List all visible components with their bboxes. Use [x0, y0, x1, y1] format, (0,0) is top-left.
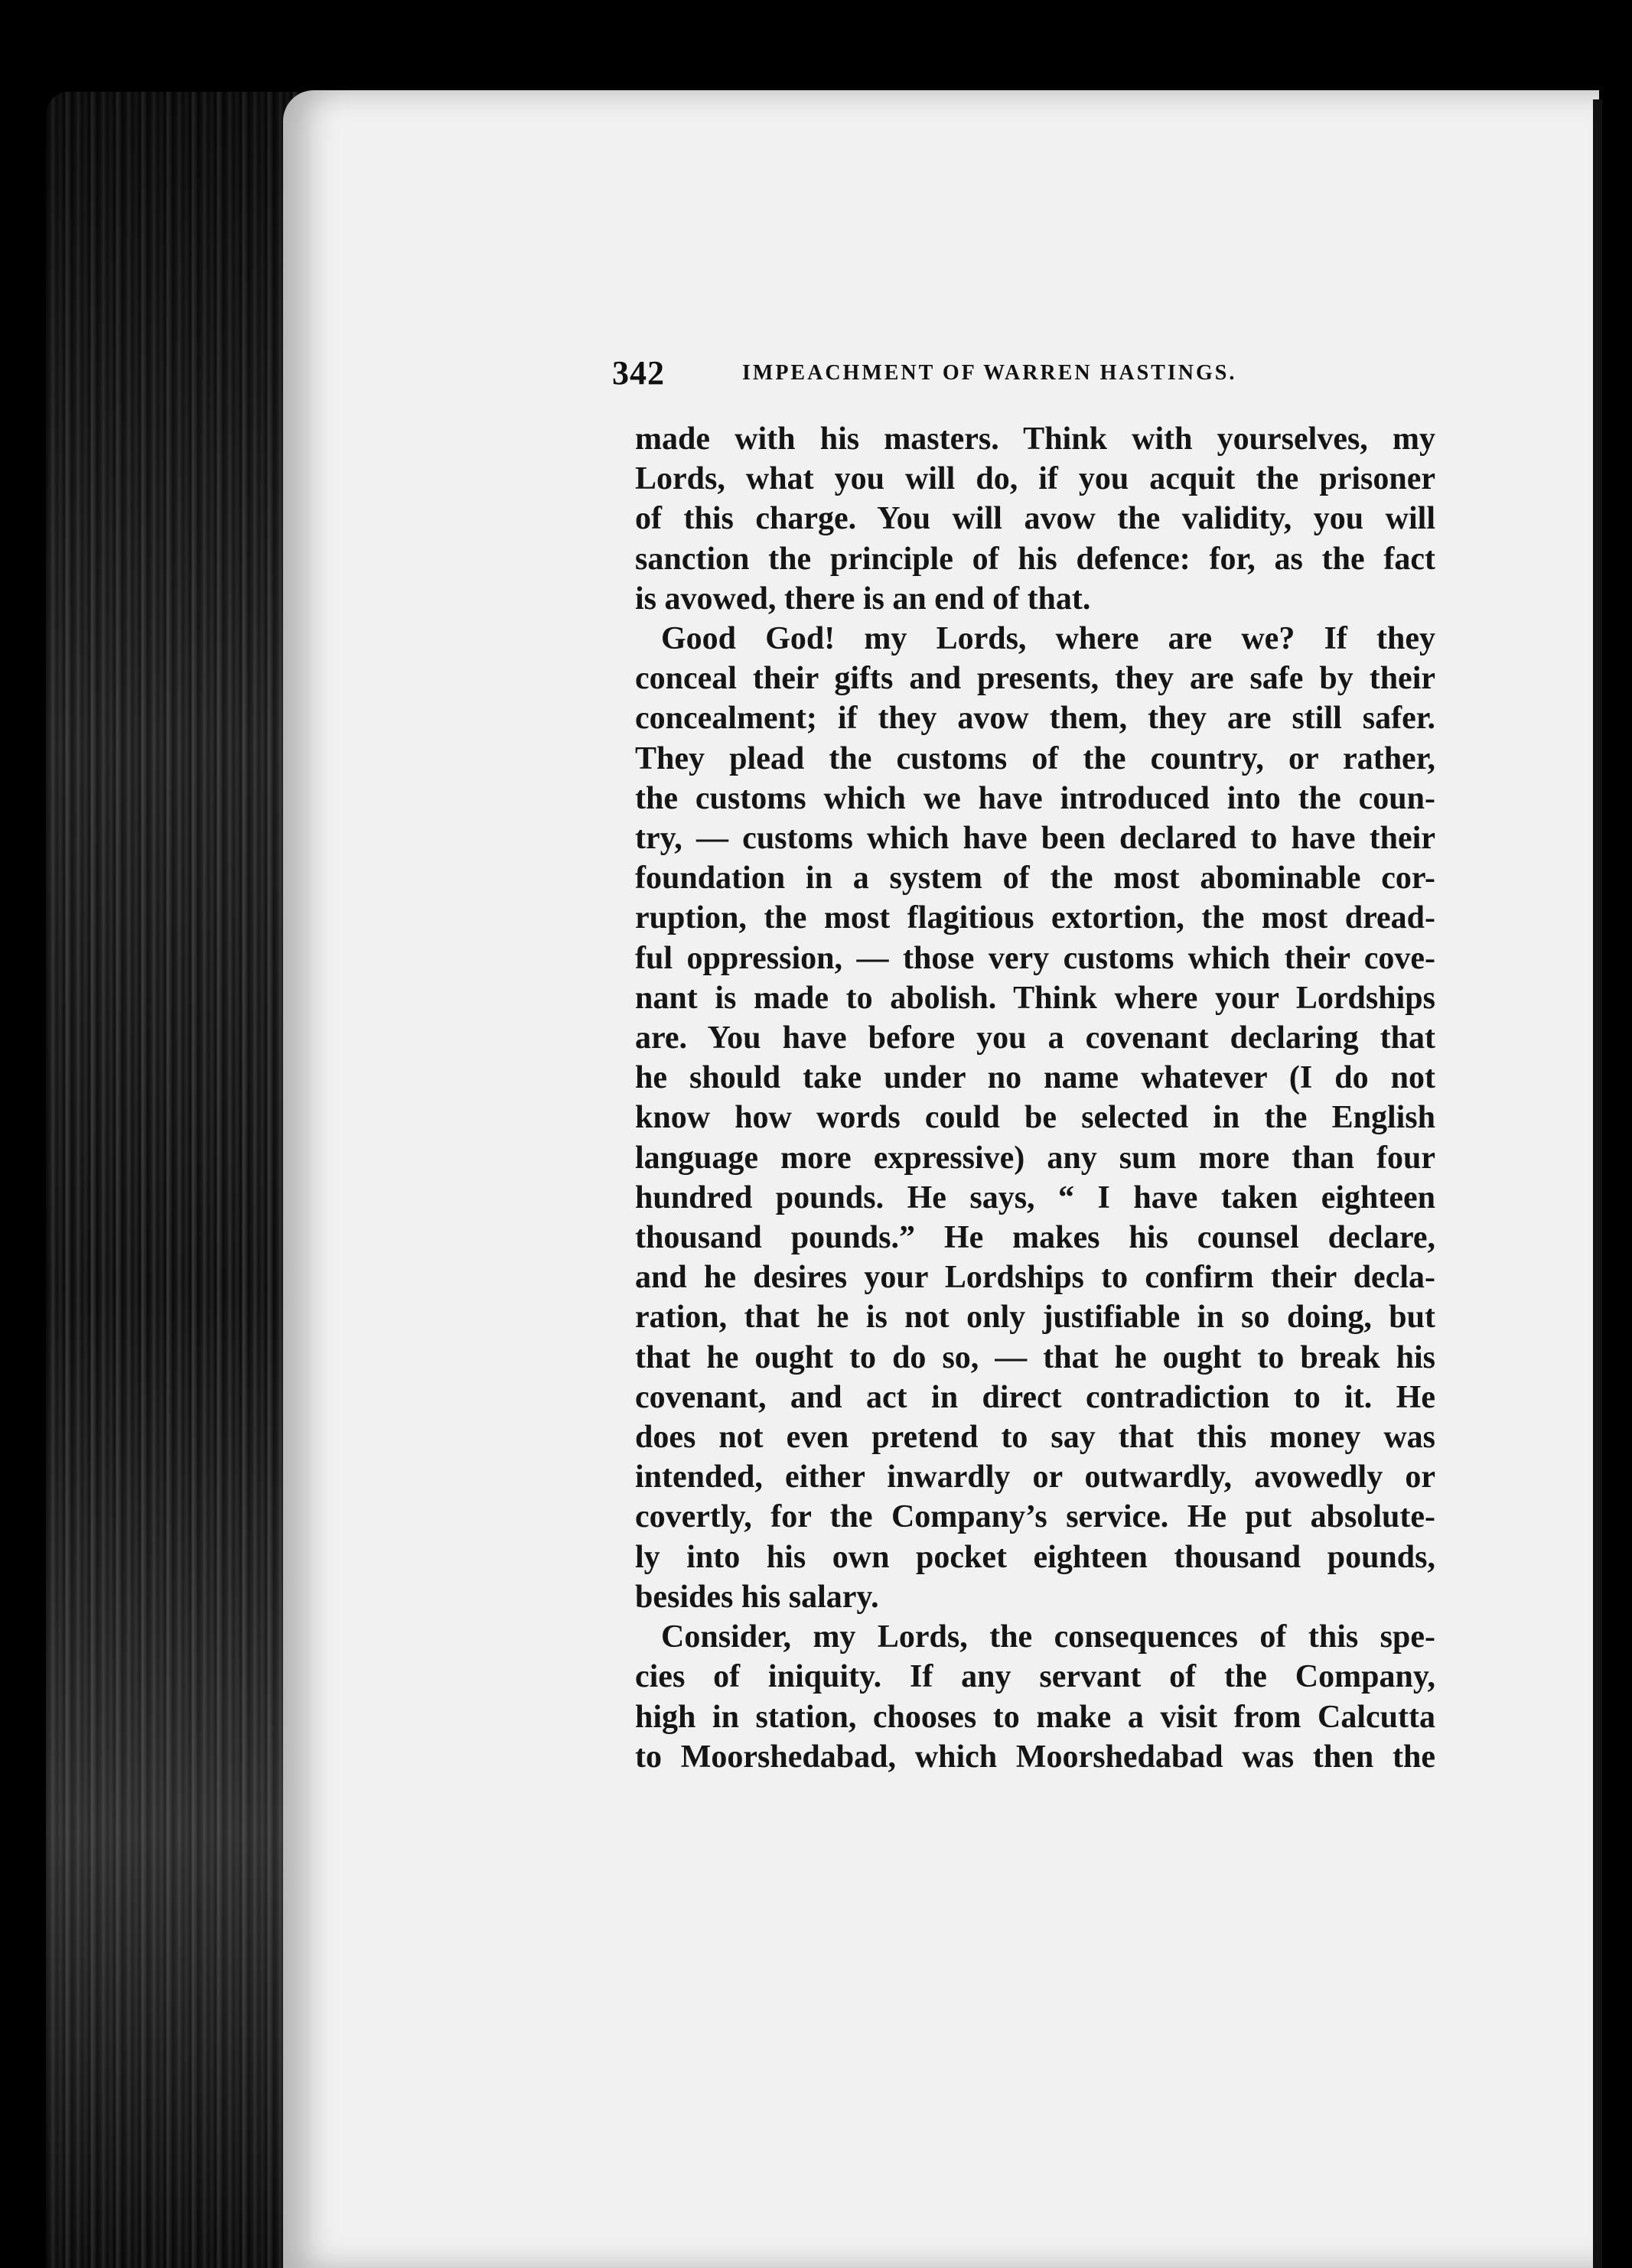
running-head: IMPEACHMENT OF WARREN HASTINGS. — [742, 361, 1237, 385]
text-line: and he desires your Lordships to confirm their decla- — [635, 1260, 1435, 1296]
text-line: They plead the customs of the country, or rather, — [635, 740, 1435, 776]
text-line: Lords, what you will do, if you acquit the prisoner — [635, 461, 1435, 497]
text-line: hundred pounds. He says, “ I have taken eighteen — [635, 1180, 1435, 1215]
text-line: ful oppression, — those very customs which their cove- — [635, 940, 1435, 976]
text-line: cies of iniquity. If any servant of the Company, — [635, 1659, 1435, 1695]
text-line: Consider, my Lords, the consequences of this spe- — [661, 1619, 1435, 1655]
text-line: sanction the principle of his defence: for, as the fact — [635, 541, 1435, 577]
text-line: that he ought to do so, — that he ought to break his — [635, 1339, 1435, 1375]
text-line: thousand pounds.” He makes his counsel declare, — [635, 1220, 1435, 1256]
text-line: besides his salary. — [635, 1579, 879, 1615]
text-line: foundation in a system of the most abominable cor- — [635, 861, 1435, 896]
right-edge-rule — [1593, 99, 1602, 2268]
text-line: to Moorshedabad, which Moorshedabad was then the — [635, 1739, 1435, 1775]
text-line: concealment; if they avow them, they are still safer. — [635, 701, 1435, 737]
body-text — [635, 419, 1435, 1777]
page-edge-binding — [46, 92, 306, 2268]
text-line: conceal their gifts and presents, they are safe by their — [635, 661, 1435, 697]
text-line: nant is made to abolish. Think where your Lordships — [635, 980, 1435, 1016]
text-line: he should take under no name whatever (I do not — [635, 1060, 1435, 1096]
text-line: covenant, and act in direct contradiction to it. He — [635, 1379, 1435, 1415]
text-line: language more expressive) any sum more than four — [635, 1140, 1435, 1176]
text-line: ly into his own pocket eighteen thousand pounds, — [635, 1539, 1435, 1575]
page-number: 342 — [612, 354, 665, 392]
text-line: is avowed, there is an end of that. — [635, 581, 1091, 617]
text-line: ration, that he is not only justifiable in so doing, but — [635, 1300, 1435, 1336]
text-line: try, — customs which have been declared to have their — [635, 821, 1435, 857]
text-line: made with his masters. Think with yourselves, my — [635, 421, 1435, 457]
text-line: are. You have before you a covenant declaring that — [635, 1020, 1435, 1056]
text-line: covertly, for the Company’s service. He put absolute- — [635, 1499, 1435, 1535]
page-header — [612, 353, 1438, 399]
text-line: high in station, chooses to make a visit from Calcutta — [635, 1699, 1435, 1735]
text-line: ruption, the most flagitious extortion, the most dread- — [635, 900, 1435, 936]
text-line: Good God! my Lords, where are we? If they — [661, 621, 1435, 657]
text-line: of this charge. You will avow the validity, you will — [635, 501, 1435, 537]
text-line: intended, either inwardly or outwardly, avowedly or — [635, 1459, 1435, 1495]
text-line: know how words could be selected in the English — [635, 1100, 1435, 1136]
text-line: the customs which we have introduced into the coun- — [635, 780, 1435, 816]
text-line: does not even pretend to say that this money was — [635, 1420, 1435, 1456]
